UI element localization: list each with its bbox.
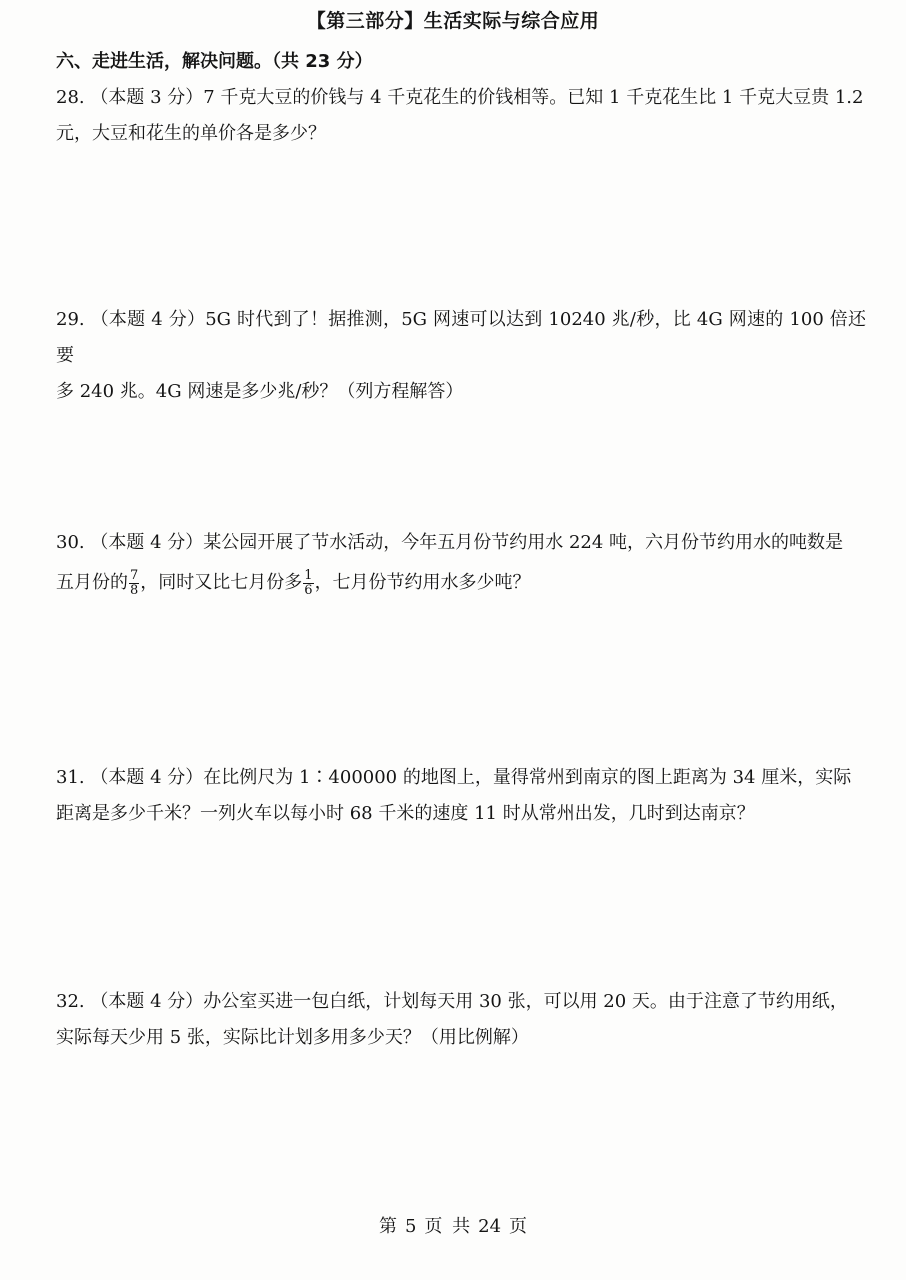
part-title: 【第三部分】生活实际与综合应用	[306, 10, 600, 32]
fraction-numerator: 1	[304, 567, 313, 583]
fraction-denominator: 8	[130, 582, 139, 598]
question-text-line: 32. （本题 4 分）办公室买进一包白纸，计划每天用 30 张，可以用 20 天。由于注意了节约用纸，	[56, 991, 848, 1012]
question-31	[56, 760, 866, 832]
footer-middle: 页 共	[424, 1216, 471, 1237]
question-text-line: 元，大豆和花生的单价各是多少？	[56, 123, 326, 144]
footer-suffix: 页	[509, 1216, 528, 1237]
question-text-line: 多 240 兆。4G 网速是多少兆/秒？（列方程解答）	[56, 381, 464, 402]
question-text-line	[56, 565, 866, 601]
fraction-seven-eighths	[129, 569, 139, 598]
question-text-segment: ，同时又比七月份多	[140, 572, 303, 593]
question-29	[56, 302, 866, 410]
question-text-line: 30. （本题 4 分）某公园开展了节水活动，今年五月份节约用水 224 吨，六月份节约用水的吨数是	[56, 532, 844, 553]
total-pages: 24	[478, 1216, 502, 1237]
question-text-line: 28. （本题 3 分）7 千克大豆的价钱与 4 千克花生的价钱相等。已知 1 千克花生比 1 千克大豆贵 1.2	[56, 87, 864, 108]
question-text-line: 31. （本题 4 分）在比例尺为 1∶400000 的地图上，量得常州到南京的图上距离为 34 厘米，实际	[56, 767, 852, 788]
question-text-line: 实际每天少用 5 张，实际比计划多用多少天？（用比例解）	[56, 1027, 529, 1048]
page-footer	[0, 1212, 906, 1238]
fraction-one-sixth	[303, 569, 313, 598]
question-28	[56, 80, 866, 152]
question-32	[56, 984, 866, 1056]
page-number: 5	[404, 1216, 417, 1237]
fraction-numerator: 7	[130, 567, 139, 583]
question-text-line: 距离是多少千米？一列火车以每小时 68 千米的速度 11 时从常州出发，几时到达南京？	[56, 803, 755, 824]
question-text-segment: ，七月份节约用水多少吨？	[314, 572, 531, 593]
question-text-segment: 五月份的	[56, 572, 128, 593]
fraction-denominator: 6	[304, 582, 313, 598]
footer-prefix: 第	[378, 1216, 397, 1237]
question-text-line: 29. （本题 4 分）5G 时代到了！据推测，5G 网速可以达到 10240 兆/秒，比 4G 网速的 100 倍还要	[56, 309, 866, 366]
section-title: 六、走进生活，解决问题。（共 23 分）	[56, 51, 373, 72]
question-30	[56, 525, 866, 601]
